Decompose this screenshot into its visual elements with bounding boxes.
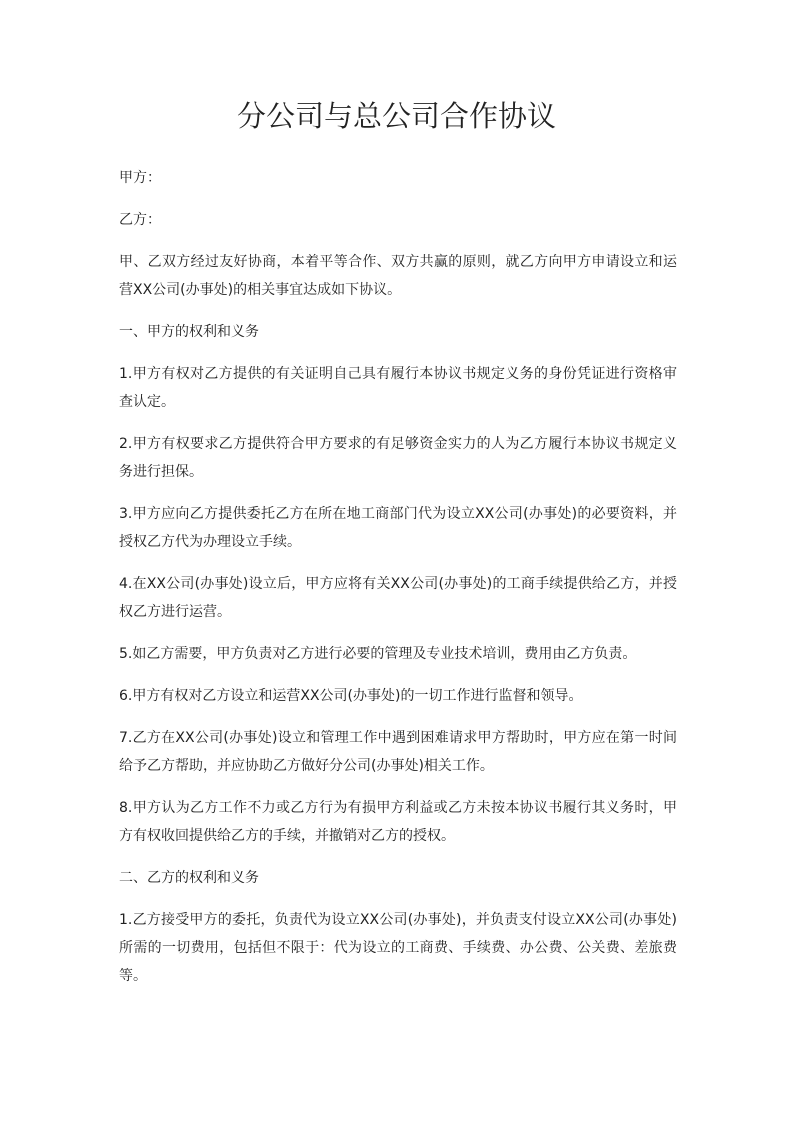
party-b-line: 乙方： [119,212,161,228]
section-heading-party-a: 一、甲方的权利和义务 [119,324,259,340]
document-body [119,164,677,1004]
party-a-line: 甲方： [119,170,161,186]
clause-a-1: 1.甲方有权对乙方提供的有关证明自己具有履行本协议书规定义务的身份凭证进行资格审查认定。 [119,366,677,410]
clause-a-7: 7.乙方在XX公司(办事处)设立和管理工作中遇到困难请求甲方帮助时，甲方应在第一时间给予乙方帮助，并应协助乙方做好分公司(办事处)相关工作。 [119,730,677,774]
clause-a-4: 4.在XX公司(办事处)设立后，甲方应将有关XX公司(办事处)的工商手续提供给乙方，并授权乙方进行运营。 [119,576,677,620]
clause-a-8: 8.甲方认为乙方工作不力或乙方行为有损甲方利益或乙方未按本协议书履行其义务时，甲方有权收回提供给乙方的手续，并撤销对乙方的授权。 [119,800,677,844]
section-heading-party-b: 二、乙方的权利和义务 [119,870,259,886]
clause-a-3: 3.甲方应向乙方提供委托乙方在所在地工商部门代为设立XX公司(办事处)的必要资料，并授权乙方代为办理设立手续。 [119,506,677,550]
clause-b-1: 1.乙方接受甲方的委托，负责代为设立XX公司(办事处)，并负责支付设立XX公司(办事处)所需的一切费用，包括但不限于：代为设立的工商费、手续费、办公费、公关费、差旅费等。 [119,912,677,984]
clause-a-2: 2.甲方有权要求乙方提供符合甲方要求的有足够资金实力的人为乙方履行本协议书规定义务进行担保。 [119,436,677,480]
preamble-paragraph: 甲、乙双方经过友好协商，本着平等合作、双方共赢的原则，就乙方向甲方申请设立和运营XX公司(办事处)的相关事宜达成如下协议。 [119,254,677,298]
clause-a-5: 5.如乙方需要，甲方负责对乙方进行必要的管理及专业技术培训，费用由乙方负责。 [119,646,637,662]
clause-a-6: 6.甲方有权对乙方设立和运营XX公司(办事处)的一切工作进行监督和领导。 [119,688,583,704]
document-title: 分公司与总公司合作协议 [236,99,556,133]
